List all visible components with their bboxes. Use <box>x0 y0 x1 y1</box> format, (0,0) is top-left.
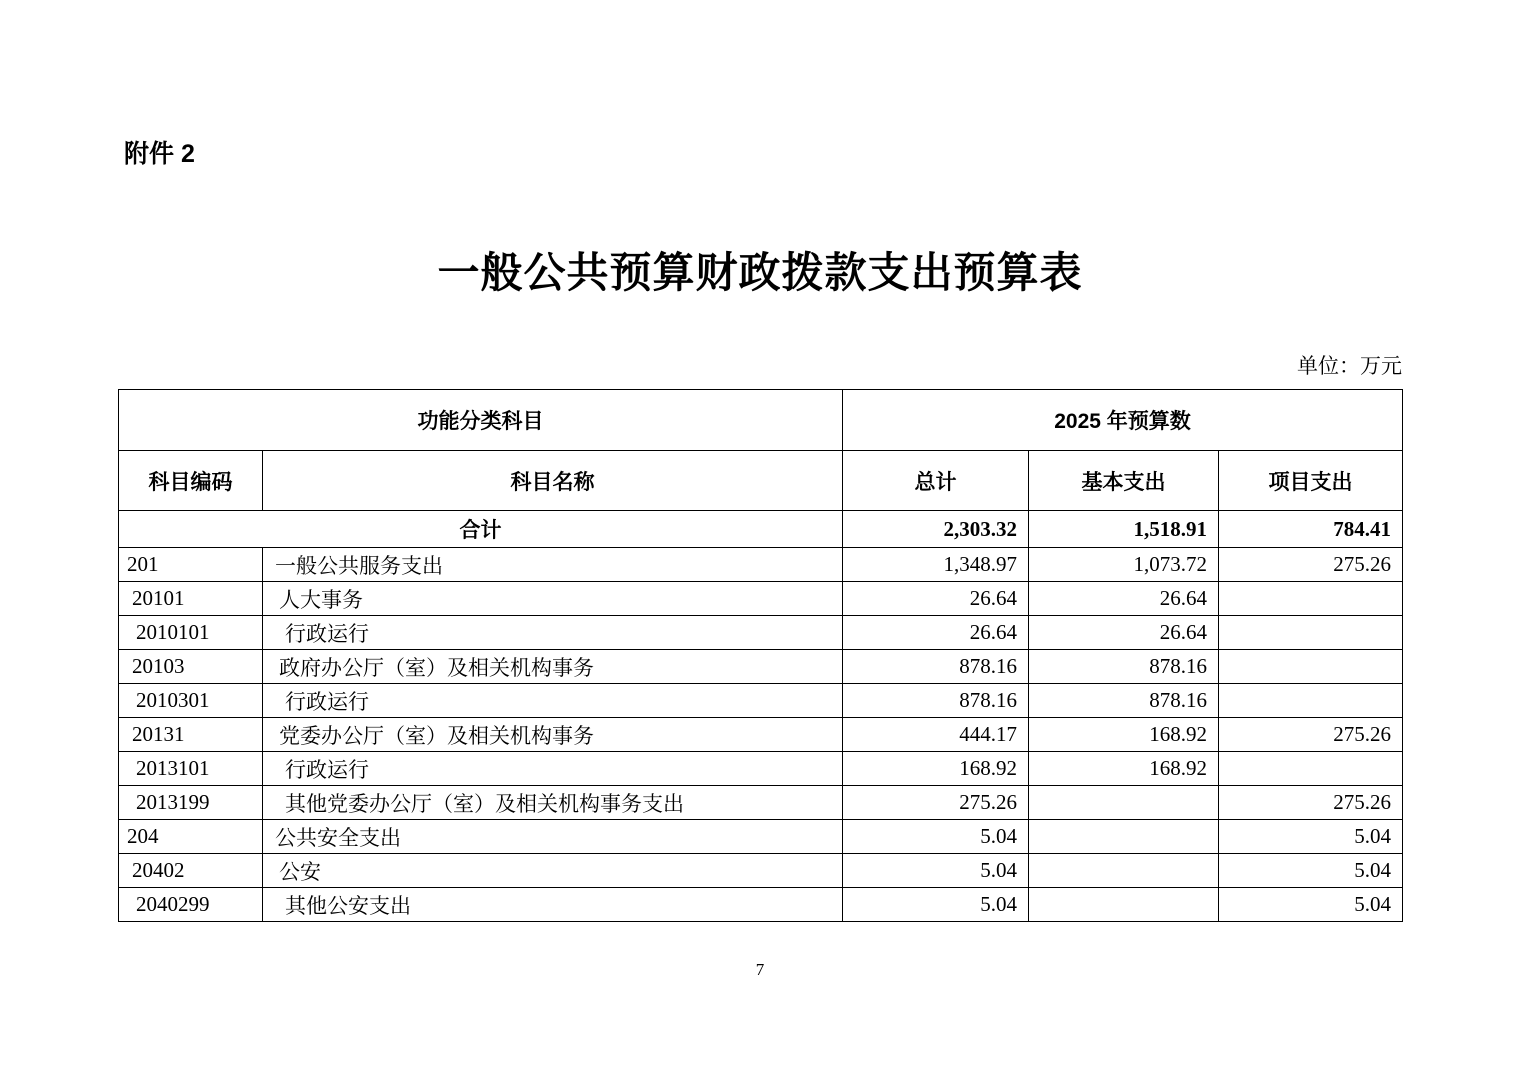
cell-project: 5.04 <box>1219 888 1403 922</box>
table-row <box>119 854 1403 888</box>
header-col-project: 项目支出 <box>1219 451 1403 511</box>
cell-code: 2010101 <box>119 616 263 650</box>
cell-name: 行政运行 <box>263 684 843 718</box>
total-row-project: 784.41 <box>1219 511 1403 548</box>
cell-total: 5.04 <box>843 888 1029 922</box>
header-function-category: 功能分类科目 <box>119 390 843 451</box>
cell-basic: 168.92 <box>1029 718 1219 752</box>
cell-basic <box>1029 820 1219 854</box>
cell-code: 2013101 <box>119 752 263 786</box>
cell-basic: 878.16 <box>1029 650 1219 684</box>
cell-project <box>1219 650 1403 684</box>
header-budget-year: 2025 年预算数 <box>843 390 1403 451</box>
table-row <box>119 616 1403 650</box>
cell-project <box>1219 752 1403 786</box>
cell-project <box>1219 616 1403 650</box>
table-row <box>119 684 1403 718</box>
cell-code: 2010301 <box>119 684 263 718</box>
cell-basic: 26.64 <box>1029 616 1219 650</box>
cell-total: 878.16 <box>843 650 1029 684</box>
cell-name: 党委办公厅（室）及相关机构事务 <box>263 718 843 752</box>
header-row-groups <box>119 390 1403 451</box>
table-row <box>119 820 1403 854</box>
cell-name: 其他党委办公厅（室）及相关机构事务支出 <box>263 786 843 820</box>
table-row <box>119 786 1403 820</box>
cell-project: 5.04 <box>1219 854 1403 888</box>
table-row <box>119 650 1403 684</box>
attachment-label: 附件 2 <box>124 140 195 168</box>
cell-name: 公共安全支出 <box>263 820 843 854</box>
cell-code: 20101 <box>119 582 263 616</box>
header-col-code: 科目编码 <box>119 451 263 511</box>
table-header <box>119 390 1403 511</box>
cell-total: 275.26 <box>843 786 1029 820</box>
cell-code: 204 <box>119 820 263 854</box>
cell-code: 201 <box>119 548 263 582</box>
cell-project: 275.26 <box>1219 786 1403 820</box>
cell-project: 275.26 <box>1219 548 1403 582</box>
cell-code: 20103 <box>119 650 263 684</box>
unit-note: 单位：万元 <box>1297 355 1402 378</box>
cell-project: 5.04 <box>1219 820 1403 854</box>
total-row-label: 合计 <box>119 511 843 548</box>
cell-name: 其他公安支出 <box>263 888 843 922</box>
cell-project <box>1219 684 1403 718</box>
cell-name: 人大事务 <box>263 582 843 616</box>
cell-total: 26.64 <box>843 582 1029 616</box>
cell-name: 政府办公厅（室）及相关机构事务 <box>263 650 843 684</box>
budget-table <box>118 389 1403 922</box>
cell-total: 878.16 <box>843 684 1029 718</box>
header-row-columns <box>119 451 1403 511</box>
header-col-total: 总计 <box>843 451 1029 511</box>
cell-basic <box>1029 786 1219 820</box>
cell-code: 20131 <box>119 718 263 752</box>
total-row-basic: 1,518.91 <box>1029 511 1219 548</box>
cell-basic <box>1029 854 1219 888</box>
table-row <box>119 888 1403 922</box>
cell-total: 26.64 <box>843 616 1029 650</box>
table-body <box>119 548 1403 922</box>
cell-name: 公安 <box>263 854 843 888</box>
cell-name: 一般公共服务支出 <box>263 548 843 582</box>
cell-basic: 878.16 <box>1029 684 1219 718</box>
total-row-total: 2,303.32 <box>843 511 1029 548</box>
cell-code: 2040299 <box>119 888 263 922</box>
header-col-name: 科目名称 <box>263 451 843 511</box>
cell-basic: 1,073.72 <box>1029 548 1219 582</box>
page-number: 7 <box>755 960 765 979</box>
cell-basic: 26.64 <box>1029 582 1219 616</box>
cell-total: 5.04 <box>843 854 1029 888</box>
table-row <box>119 548 1403 582</box>
cell-total: 5.04 <box>843 820 1029 854</box>
table-row <box>119 752 1403 786</box>
table-row <box>119 718 1403 752</box>
cell-total: 1,348.97 <box>843 548 1029 582</box>
cell-code: 20402 <box>119 854 263 888</box>
cell-name: 行政运行 <box>263 752 843 786</box>
cell-total: 168.92 <box>843 752 1029 786</box>
header-col-basic: 基本支出 <box>1029 451 1219 511</box>
cell-project <box>1219 582 1403 616</box>
cell-code: 2013199 <box>119 786 263 820</box>
cell-basic: 168.92 <box>1029 752 1219 786</box>
table-row <box>119 582 1403 616</box>
cell-total: 444.17 <box>843 718 1029 752</box>
total-row <box>119 511 1403 548</box>
cell-basic <box>1029 888 1219 922</box>
page-title: 一般公共预算财政拨款支出预算表 <box>437 251 1083 297</box>
cell-project: 275.26 <box>1219 718 1403 752</box>
cell-name: 行政运行 <box>263 616 843 650</box>
